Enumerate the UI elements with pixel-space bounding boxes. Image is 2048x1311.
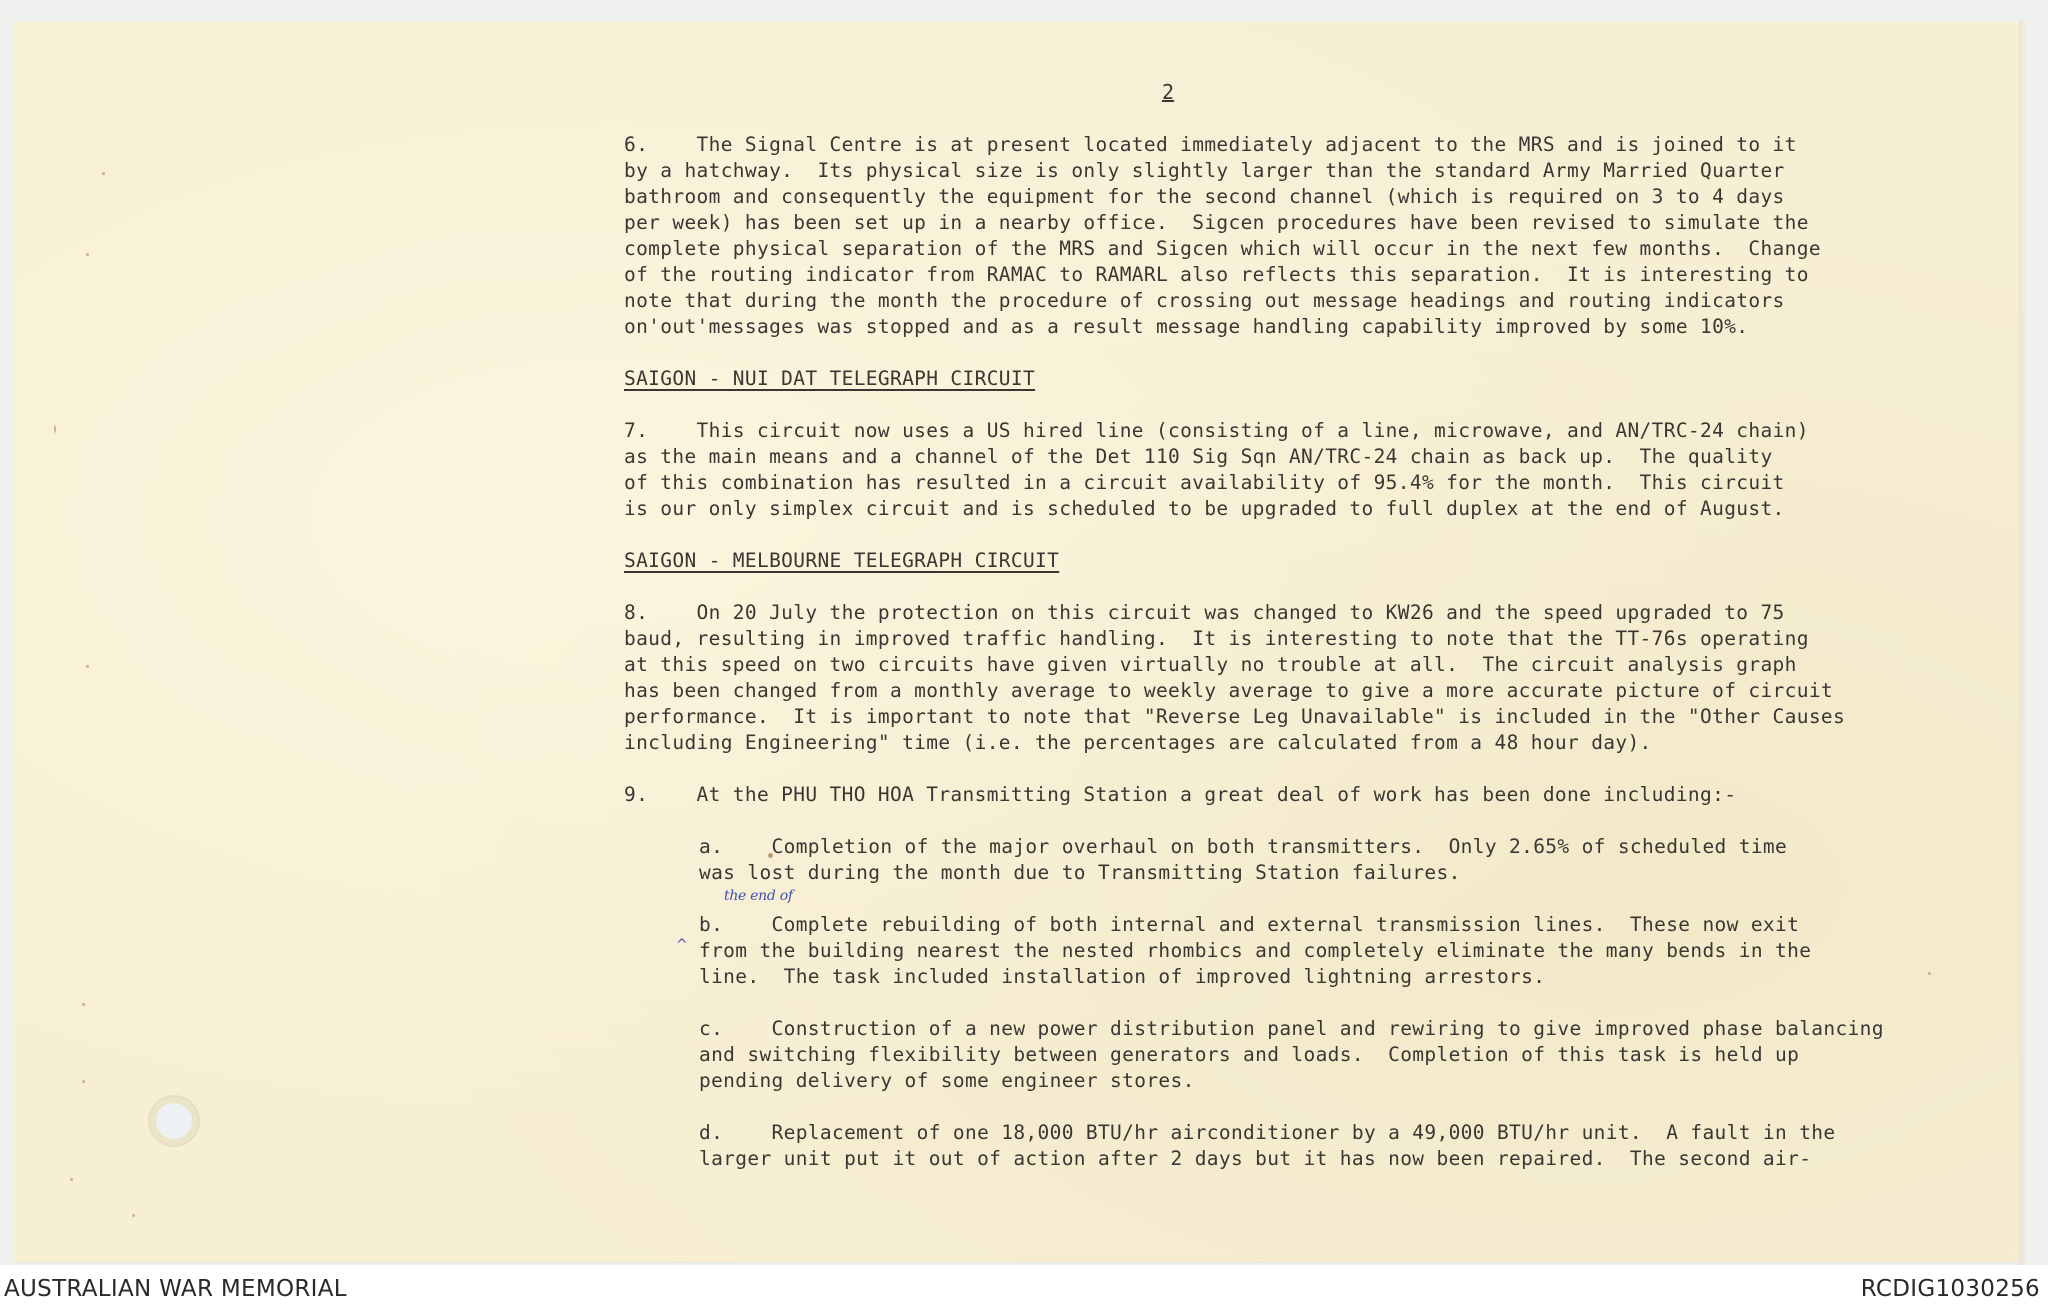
paragraph-6-line: on'out'messages was stopped and as a result message handling capability improved by some 10%. — [624, 315, 1749, 338]
paragraph-7-line: is our only simplex circuit and is scheduled to be upgraded to full duplex at the end of August. — [624, 497, 1785, 520]
section-heading-nui-dat: SAIGON - NUI DAT TELEGRAPH CIRCUIT — [624, 367, 1036, 390]
page-edge — [2019, 20, 2029, 1265]
paper-speck — [82, 1080, 85, 1083]
handwritten-annotation: the end of — [724, 888, 793, 904]
paragraph-8-line: 8. On 20 July the protection on this circuit was changed to KW26 and the speed upgraded to 75 — [624, 601, 1785, 624]
item-9a-line: was lost during the month due to Transmitting Station failures. — [699, 861, 1461, 884]
paragraph-7-line: 7. This circuit now uses a US hired line (consisting of a line, microwave, and AN/TRC-24 chain) — [624, 419, 1809, 442]
item-9b-line: b. Complete rebuilding of both internal and external transmission lines. These now exit — [699, 913, 1800, 936]
paragraph-8-line: including Engineering" time (i.e. the percentages are calculated from a 48 hour day). — [624, 731, 1652, 754]
paragraph-9: 9. At the PHU THO HOA Transmitting Station a great deal of work has been done including:- — [624, 783, 1737, 806]
paper-speck — [86, 665, 89, 668]
paragraph-6-line: complete physical separation of the MRS and Sigcen which will occur in the next few months. Change — [624, 237, 1821, 260]
paragraph-6-line: per week) has been set up in a nearby office. Sigcen procedures have been revised to simulate the — [624, 211, 1809, 234]
footer-institution: AUSTRALIAN WAR MEMORIAL — [4, 1276, 347, 1302]
item-9c-line: pending delivery of some engineer stores. — [699, 1069, 1195, 1092]
paragraph-6-line: 6. The Signal Centre is at present located immediately adjacent to the MRS and is joined to it — [624, 133, 1797, 156]
footer-record-id: RCDIG1030256 — [1860, 1276, 2040, 1302]
insertion-caret-icon: ^ — [676, 937, 688, 953]
paragraph-8-line: baud, resulting in improved traffic handling. It is interesting to note that the TT-76s operating — [624, 627, 1809, 650]
paper-speck — [102, 172, 105, 175]
paper-speck — [54, 425, 56, 433]
paragraph-6-line: note that during the month the procedure of crossing out message headings and routing indicators — [624, 289, 1785, 312]
section-heading-melbourne: SAIGON - MELBOURNE TELEGRAPH CIRCUIT — [624, 549, 1060, 572]
paragraph-8-line: at this speed on two circuits have given virtually no trouble at all. The circuit analysis graph — [624, 653, 1797, 676]
punch-hole — [156, 1103, 192, 1139]
paragraph-8-line: performance. It is important to note that "Reverse Leg Unavailable" is included in the "Other Causes — [624, 705, 1846, 728]
item-9c-line: c. Construction of a new power distribution panel and rewiring to give improved phase balancing — [699, 1017, 1884, 1040]
item-9c-line: and switching flexibility between generators and loads. Completion of this task is held up — [699, 1043, 1800, 1066]
paragraph-7-line: as the main means and a channel of the Det 110 Sig Sqn AN/TRC-24 chain as back up. The quality — [624, 445, 1773, 468]
paper-speck — [1928, 972, 1931, 975]
paragraph-8-line: has been changed from a monthly average to weekly average to give a more accurate picture of circuit — [624, 679, 1833, 702]
item-9d-line: d. Replacement of one 18,000 BTU/hr airconditioner by a 49,000 BTU/hr unit. A fault in the — [699, 1121, 1836, 1144]
paper-speck — [86, 253, 89, 256]
paragraph-6-line: by a hatchway. Its physical size is only slightly larger than the standard Army Married Quarter — [624, 159, 1785, 182]
item-9a-line: a. Completion of the major overhaul on both transmitters. Only 2.65% of scheduled time — [699, 835, 1788, 858]
paragraph-6-line: of the routing indicator from RAMAC to RAMARL also reflects this separation. It is interesting to — [624, 263, 1809, 286]
item-9d-line: larger unit put it out of action after 2 days but it has now been repaired. The second air- — [699, 1147, 1812, 1170]
item-9b-line: line. The task included installation of improved lightning arrestors. — [699, 965, 1546, 988]
page-number: 2 — [1162, 80, 1175, 104]
item-9b-line: from the building nearest the nested rhombics and completely eliminate the many bends in the — [699, 939, 1812, 962]
paragraph-7-line: of this combination has resulted in a circuit availability of 95.4% for the month. This circuit — [624, 471, 1785, 494]
paper-speck — [70, 1178, 73, 1181]
paragraph-6-line: bathroom and consequently the equipment for the second channel (which is required on 3 to 4 days — [624, 185, 1785, 208]
paper-speck — [132, 1214, 135, 1217]
paper-speck — [82, 1003, 85, 1006]
